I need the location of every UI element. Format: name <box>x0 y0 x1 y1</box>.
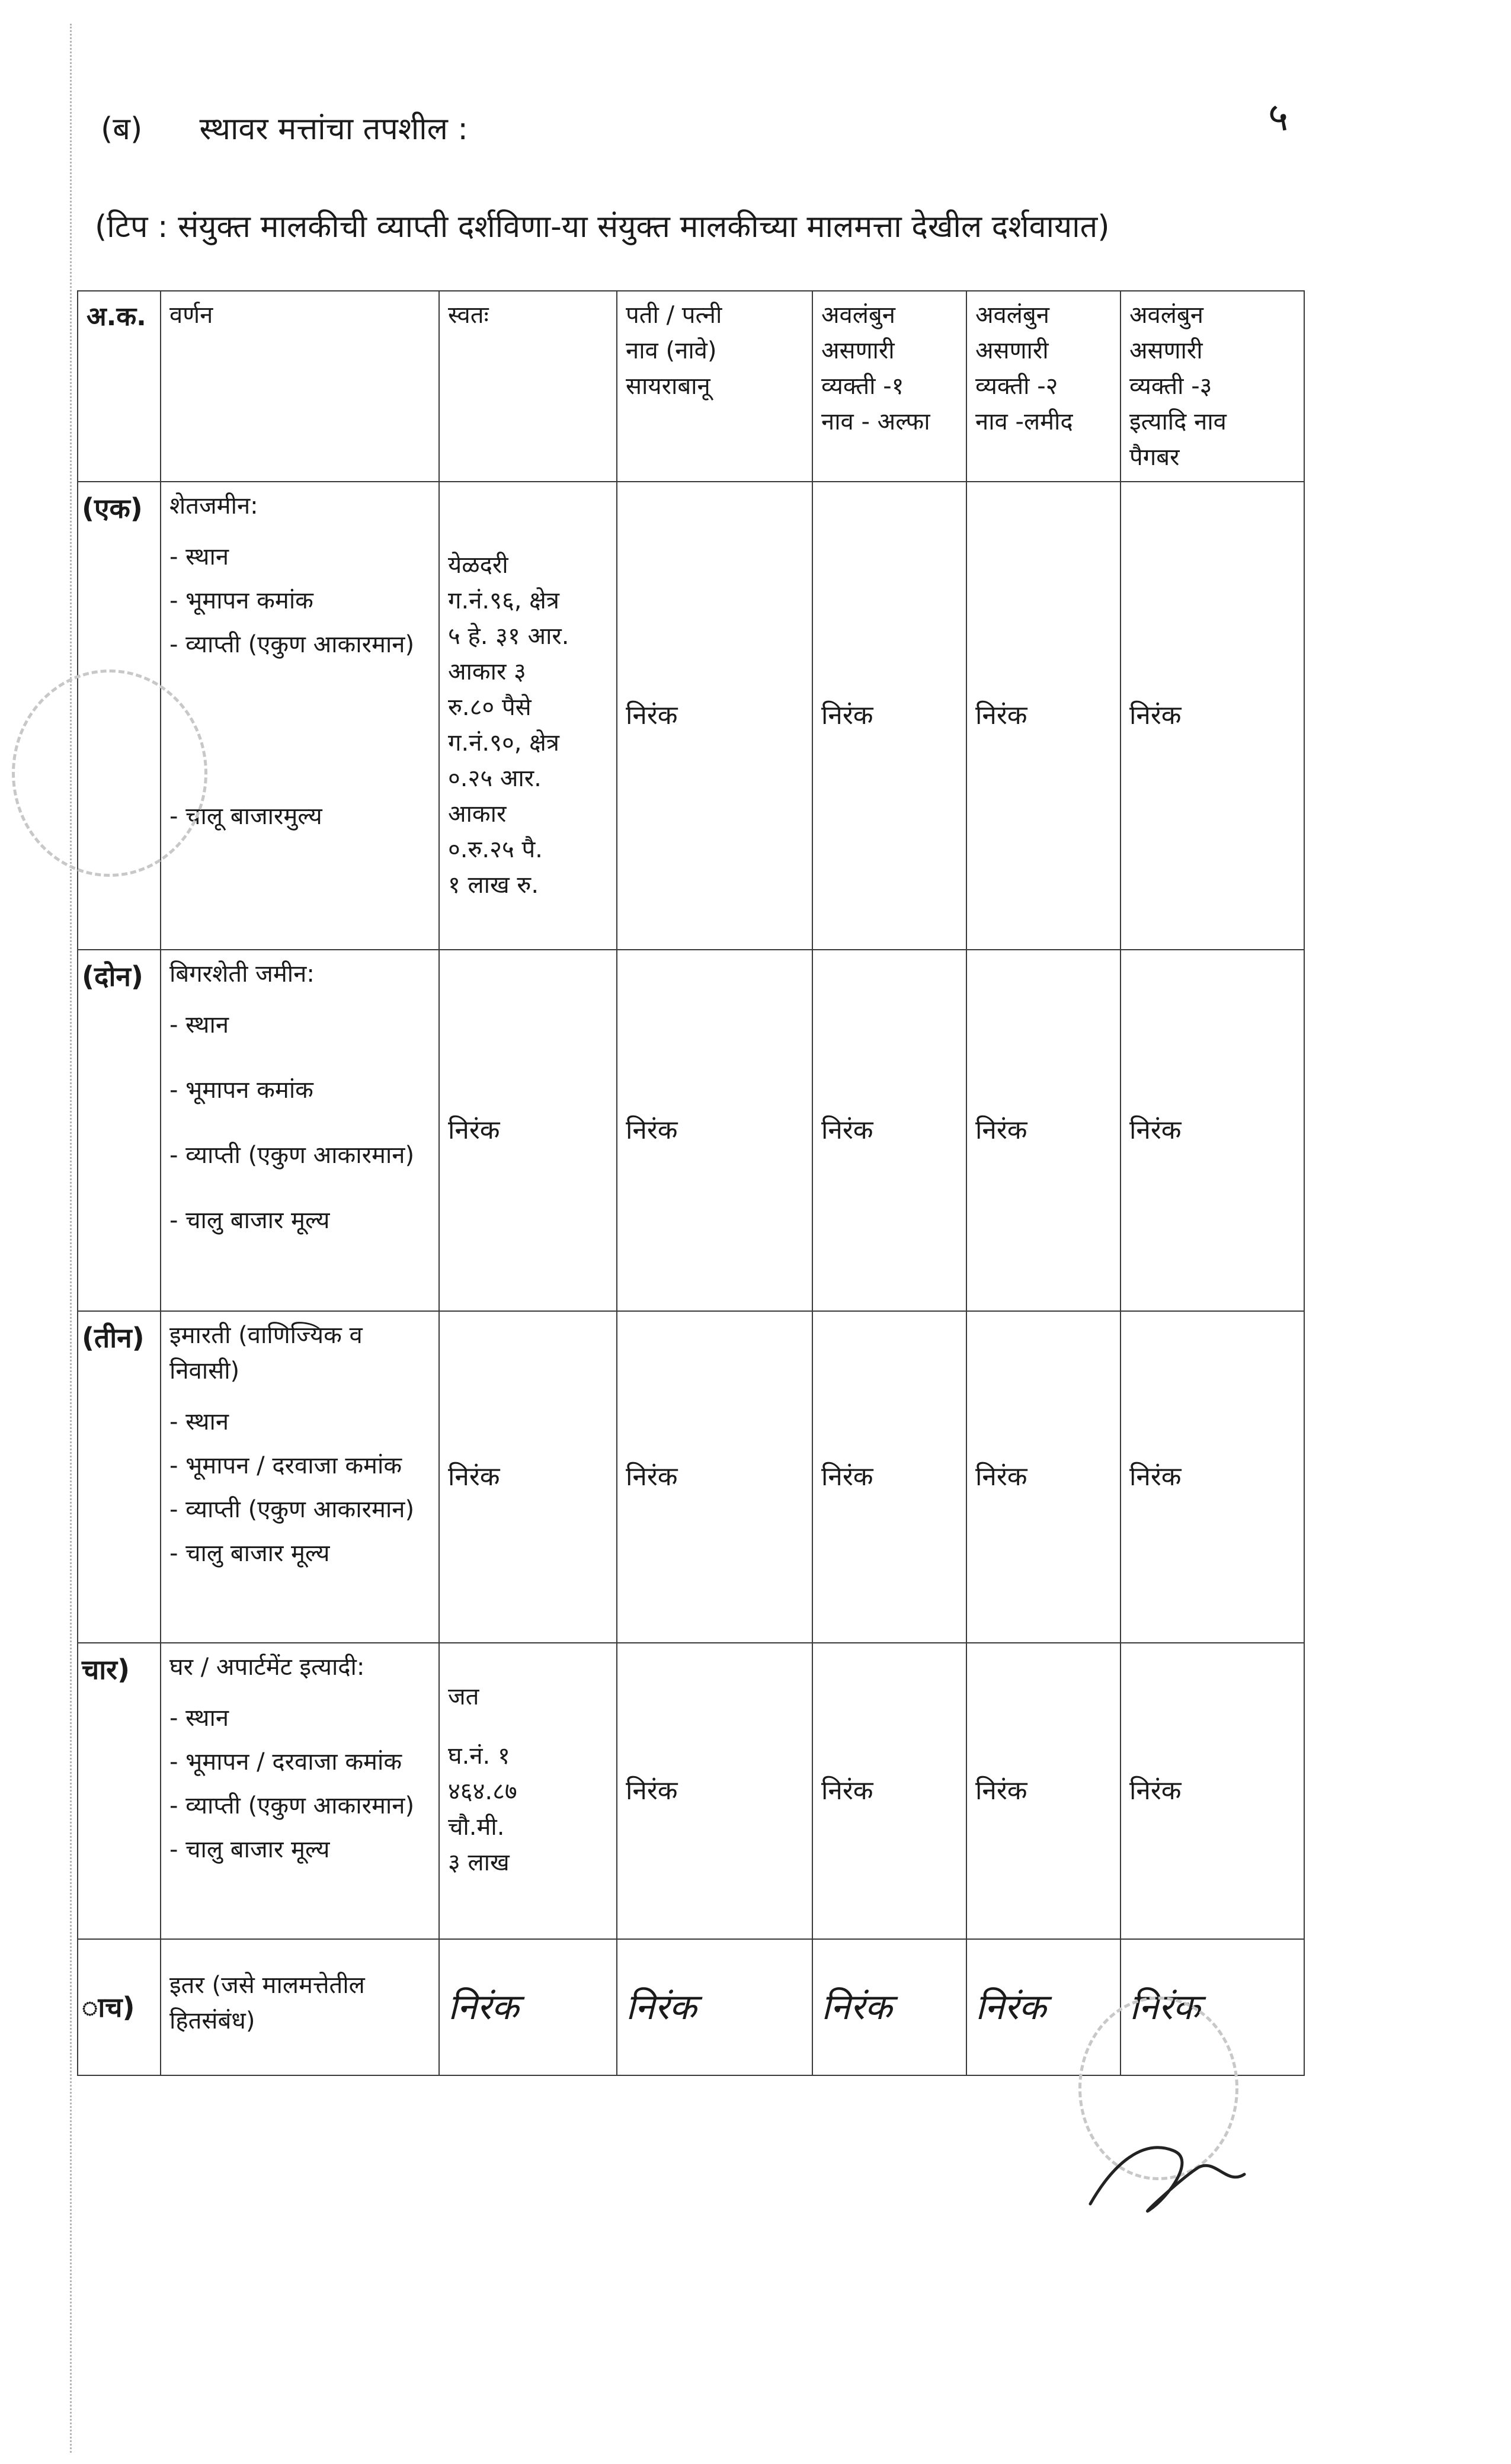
row-item: - व्याप्ती (एकुण आकारमान) <box>169 1496 415 1523</box>
row-category: शेतजमीन: <box>169 492 258 520</box>
header-line: अवलंबुन <box>975 302 1049 329</box>
header-line: व्यक्ती -१ <box>821 373 904 400</box>
immovable-assets-table <box>77 290 1305 2076</box>
row-item: - स्थान <box>169 1408 229 1436</box>
dependent-3-value: निरंक <box>1121 1643 1304 1939</box>
spouse-value: निरंक <box>617 950 812 1311</box>
header-dependent-1 <box>812 291 966 482</box>
row-item: - स्थान <box>169 543 229 571</box>
row-item: - व्याप्ती (एकुण आकारमान) <box>169 631 415 658</box>
header-line: नाव - अल्फा <box>821 408 930 435</box>
self-value <box>439 1643 617 1939</box>
table-row <box>78 1311 1304 1643</box>
header-line: असणारी <box>975 337 1049 364</box>
spouse-value: निरंक <box>617 1643 812 1939</box>
self-value: निरंक <box>439 1311 617 1643</box>
row-category: घर / अपार्टमेंट इत्यादी: <box>169 1654 365 1681</box>
row-item: - भूमापन / दरवाजा कमांक <box>169 1748 402 1776</box>
header-line: व्यक्ती -२ <box>975 373 1058 400</box>
value-line: ४६४.८७ <box>448 1778 517 1805</box>
row-item: - व्याप्ती (एकुण आकारमान) <box>169 1142 415 1169</box>
table-row <box>78 482 1304 950</box>
row-description <box>161 1311 439 1643</box>
section-number: (ब) <box>101 111 143 147</box>
header-spouse <box>617 291 812 482</box>
row-item: - भूमापन / दरवाजा कमांक <box>169 1452 402 1479</box>
signature-mark <box>1078 2127 1256 2228</box>
dependent-2-value: निरंक <box>966 482 1121 950</box>
value-line: ३ लाख <box>448 1849 510 1876</box>
dependent-1-value: निरंक <box>812 950 966 1311</box>
dependent-1-value: निरंक <box>812 1643 966 1939</box>
section-heading <box>101 107 468 149</box>
row-item: - भूमापन कमांक <box>169 587 313 614</box>
header-line: इत्यादि नाव <box>1129 408 1227 435</box>
value-line: ०.२५ आर. <box>448 765 542 792</box>
dependent-1-value: निरंक <box>812 1311 966 1643</box>
header-line: नाव (नावे) <box>626 337 717 364</box>
header-line: पैगबर <box>1129 444 1180 471</box>
self-value: निरंक <box>439 1939 617 2075</box>
dependent-2-value: निरंक <box>966 950 1121 1311</box>
header-line: असणारी <box>821 337 895 364</box>
dependent-2-value: निरंक <box>966 1643 1121 1939</box>
value-line: ०.रु.२५ पै. <box>448 836 543 863</box>
row-description <box>161 1939 439 2075</box>
row-item: - स्थान <box>169 1704 229 1732</box>
dependent-2-value: निरंक <box>966 1939 1121 2075</box>
row-item: - चालु बाजार मूल्य <box>169 1207 330 1234</box>
header-description: वर्णन <box>161 291 439 482</box>
dependent-2-value: निरंक <box>966 1311 1121 1643</box>
header-line: नाव -लमीद <box>975 408 1073 435</box>
header-dependent-3 <box>1121 291 1304 482</box>
row-item: - चालु बाजार मूल्य <box>169 1540 330 1567</box>
row-serial: (दोन) <box>78 950 161 1311</box>
table-row <box>78 950 1304 1311</box>
value-line: जत <box>448 1683 479 1710</box>
dependent-3-value: निरंक <box>1121 1311 1304 1643</box>
header-line: अवलंबुन <box>1129 302 1203 329</box>
note-text: (टिप : संयुक्त मालकीची व्याप्ती दर्शविणा-या संयुक्त मालकीच्या मालमत्ता देखील दर्शवायात) <box>95 209 1110 245</box>
dependent-3-value: निरंक <box>1121 950 1304 1311</box>
header-line: सायराबानू <box>626 373 710 400</box>
header-serial: अ.क. <box>78 291 161 482</box>
value-line: ग.नं.९०, क्षेत्र <box>448 729 559 757</box>
row-category: इतर (जसे मालमत्तेतील हितसंबंध) <box>169 1972 365 2034</box>
value-line: आकार ३ <box>448 658 526 685</box>
row-serial: ाच) <box>78 1939 161 2075</box>
row-item: - स्थान <box>169 1011 229 1039</box>
row-description <box>161 950 439 1311</box>
spouse-value: निरंक <box>617 1939 812 2075</box>
row-serial: (तीन) <box>78 1311 161 1643</box>
value-line: ग.नं.९६, क्षेत्र <box>448 587 559 614</box>
header-self: स्वतः <box>439 291 617 482</box>
value-line: घ.नं. १ <box>448 1742 510 1770</box>
row-item: - व्याप्ती (एकुण आकारमान) <box>169 1792 415 1819</box>
row-serial: चार) <box>78 1643 161 1939</box>
row-item: - चालू बाजारमुल्य <box>169 803 322 830</box>
row-description <box>161 482 439 950</box>
row-item: - चालु बाजार मूल्य <box>169 1836 330 1863</box>
value-line: रु.८० पैसे <box>448 694 532 721</box>
row-serial: (एक) <box>78 482 161 950</box>
value-line: आकार <box>448 800 507 828</box>
table-row <box>78 1643 1304 1939</box>
margin-line <box>70 24 73 2453</box>
value-line: चौ.मी. <box>448 1813 505 1841</box>
row-description <box>161 1643 439 1939</box>
section-title: स्थावर मत्तांचा तपशील : <box>199 111 468 147</box>
self-value <box>439 482 617 950</box>
row-category: इमारती (वाणिज्यिक व निवासी) <box>169 1322 363 1385</box>
spouse-value: निरंक <box>617 482 812 950</box>
value-line: ५ हे. ३१ आर. <box>448 623 569 650</box>
header-line: अवलंबुन <box>821 302 895 329</box>
header-dependent-2 <box>966 291 1121 482</box>
header-line: असणारी <box>1129 337 1203 364</box>
header-row <box>78 291 1304 482</box>
header-line: व्यक्ती -३ <box>1129 373 1212 400</box>
dependent-3-value: निरंक <box>1121 482 1304 950</box>
spouse-value: निरंक <box>617 1311 812 1643</box>
row-category: बिगरशेती जमीन: <box>169 960 315 988</box>
dependent-3-value: निरंक <box>1121 1939 1304 2075</box>
row-item: - भूमापन कमांक <box>169 1076 313 1104</box>
faded-seal-stamp <box>12 669 207 877</box>
value-line: १ लाख रु. <box>448 871 539 899</box>
page-number: ५ <box>1268 94 1289 140</box>
dependent-1-value: निरंक <box>812 1939 966 2075</box>
dependent-1-value: निरंक <box>812 482 966 950</box>
self-value: निरंक <box>439 950 617 1311</box>
header-line: पती / पत्नी <box>626 302 722 329</box>
value-line: येळदरी <box>448 552 508 579</box>
